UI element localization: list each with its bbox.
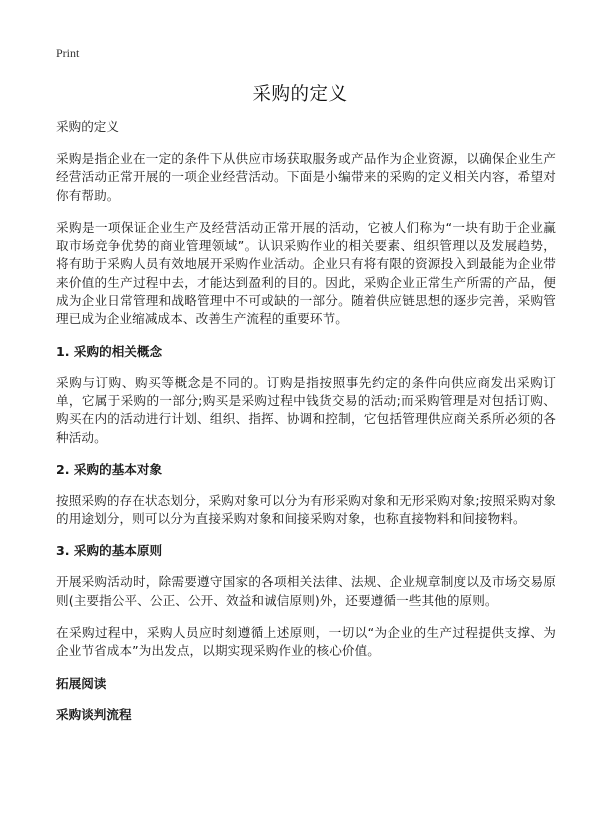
section-body-related-concepts: 采购与订购、购买等概念是不同的。订购是指按照事先约定的条件向供应商发出采购订单，它属于采购的一部分;购买是采购过程中钱货交易的活动;而采购管理是对包括订购、购买在内的活动进行计划、组织、指挥、协调和控制，它包括管理供应商关系所必须的各种活动。 (56, 374, 556, 445)
further-reading-item: 采购谈判流程 (56, 706, 132, 722)
article-body (56, 118, 556, 737)
further-reading-heading: 拓展阅读 (56, 675, 107, 691)
overview-paragraph: 采购是一项保证企业生产及经营活动正常开展的活动，它被人们称为“一块有助于企业赢取市场竞争优势的商业管理领域”。认识采购作业的相关要素、组织管理以及发展趋势，将有助于采购人员有效地展开采购作业活动。企业只有将有限的资源投入到最能为企业带来价值的生产过程中去，才能达到盈利的目的。因此，采购企业正常生产所需的产品，便成为企业日常管理和战略管理中不可或缺的一部分。随着供应链思想的逐步完善，采购管理已成为企业缩减成本、改善生产流程的重要环节。 (56, 219, 556, 327)
section-heading-basic-principles: 3. 采购的基本原则 (56, 543, 163, 559)
section-body-basic-principles-2: 在采购过程中，采购人员应时刻遵循上述原则，一切以“为企业的生产过程提供支撑、为企业节省成本”为出发点，以期实现采购作业的核心价值。 (56, 625, 556, 659)
intro-paragraph: 采购是指企业在一定的条件下从供应市场获取服务或产品作为企业资源，以确保企业生产经营活动正常开展的一项企业经营活动。下面是小编带来的采购的定义相关内容，希望对你有帮助。 (56, 151, 556, 203)
section-body-basic-principles: 开展采购活动时，除需要遵守国家的各项相关法律、法规、企业规章制度以及市场交易原则(主要指公平、公正、公开、效益和诚信原则)外，还要遵循一些其他的原则。 (56, 574, 556, 608)
section-heading-related-concepts: 1. 采购的相关概念 (56, 343, 163, 359)
print-link[interactable]: Print (56, 46, 80, 60)
section-body-basic-objects: 按照采购的存在状态划分，采购对象可以分为有形采购对象和无形采购对象;按照采购对象的用途划分，则可以分为直接采购对象和间接采购对象，也称直接物料和间接物料。 (56, 492, 556, 527)
section-heading-basic-objects: 2. 采购的基本对象 (56, 461, 163, 477)
page-title: 采购的定义 (252, 84, 348, 105)
article-subtitle: 采购的定义 (56, 119, 119, 134)
